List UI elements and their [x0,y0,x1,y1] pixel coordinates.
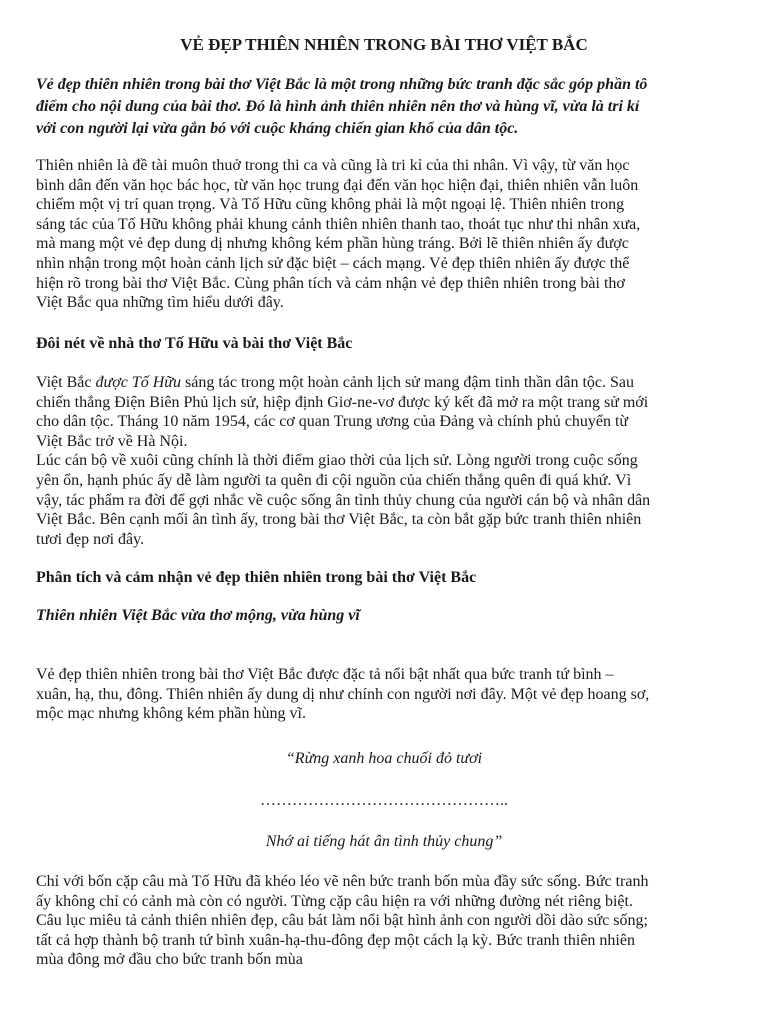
intro-line: bình dân đến văn học bác học, từ văn học trung đại đến văn học hiện đại, thiên nhiên vẫn luôn [36,176,639,194]
intro-line: Việt Bắc qua những tìm hiểu dưới đây. [36,294,284,312]
subsection-heading: Thiên nhiên Việt Bắc vừa thơ mộng, vừa hùng vĩ [36,607,360,624]
seasons-line: ấy không chỉ có cảnh mà còn có người. Từng cặp câu hiện ra với những đường nét riêng biệt. [36,892,633,910]
intro-line: mà mang một vẻ đẹp dung dị nhưng không kém phần hùng tráng. Bởi lẽ thiên nhiên ấy được [36,235,629,253]
nature-line: Vẻ đẹp thiên nhiên trong bài thơ Việt Bắc được đặc tả nổi bật nhất qua bức tranh tứ bình – [36,666,614,683]
seasons-paragraph [36,872,736,970]
section-heading-analysis: Phân tích và cảm nhận vẻ đẹp thiên nhiên trong bài thơ Việt Bắc [36,569,477,586]
text-run: sáng tác trong một hoàn cảnh lịch sử mang đậm tinh thần dân tộc. Sau [181,374,635,391]
seasons-line: tất cả hợp thành bộ tranh tứ bình xuân-hạ-thu-đông đẹp một cách lạ kỳ. Bức tranh thiên nhiên [36,931,635,949]
poem-line-1: “Rừng xanh hoa chuối đỏ tươi [285,750,483,767]
author-line: tươi đẹp nơi đây. [36,530,145,548]
intro-line: chiếm một vị trí quan trọng. Và Tố Hữu cũng không phải là một ngoại lệ. Thiên nhiên trong [36,196,625,214]
author-line: yên ổn, hạnh phúc ấy dễ làm người ta quên đi cội nguồn của chiến thắng quên đi quá khứ. Vì [36,471,632,489]
author-line: vậy, tác phẩm ra đời để gợi nhắc về cuộc sống ân tình thủy chung của người cán bộ và nhân dân [36,491,651,509]
italic-run: được Tố Hữu [95,374,182,391]
author-line: Việt Bắc trở về Hà Nội. [36,432,188,450]
intro-line: nhìn nhận trong một hoàn cảnh lịch sử đặc biệt – cách mạng. Vẻ đẹp thiên nhiên ấy được thể [36,254,630,272]
document-title: VẺ ĐẸP THIÊN NHIÊN TRONG BÀI THƠ VIỆT BẮC [180,35,588,54]
author-line-first [36,373,736,393]
author-line: Việt Bắc. Bên cạnh mối ân tình ấy, trong bài thơ Việt Bắc, ta còn bắt gặp bức tranh thiên nhiên [36,511,642,529]
lead-line: điểm cho nội dung của bài thơ. Đó là hình ảnh thiên nhiên nên thơ và hùng vĩ, vừa là tri kỉ [36,98,640,115]
intro-line: Thiên nhiên là đề tài muôn thuở trong thi ca và cũng là tri kỉ của thi nhân. Vì vậy, từ văn học [36,157,630,174]
author-paragraph [36,373,736,549]
seasons-line: Chỉ với bốn cặp câu mà Tố Hữu đã khéo léo vẽ nên bức tranh bốn mùa đầy sức sống. Bức tranh [36,873,649,890]
lead-paragraph [36,74,736,140]
nature-paragraph [36,665,736,724]
intro-line: hiện rõ trong bài thơ Việt Bắc. Cùng phân tích và cảm nhận vẻ đẹp thiên nhiên trong bài thơ [36,274,625,292]
section-heading-author: Đôi nét về nhà thơ Tố Hữu và bài thơ Việt Bắc [36,335,353,352]
lead-line: với con người lại vừa gắn bó với cuộc kháng chiến gian khổ của dân tộc. [36,120,519,137]
seasons-line: mùa đông mở đầu cho bức tranh bốn mùa [36,951,303,969]
author-line: cho dân tộc. Tháng 10 năm 1954, các cơ quan Trung ương của Đảng và chính phủ chuyển từ [36,413,629,431]
nature-line: xuân, hạ, thu, đông. Thiên nhiên ấy dung dị như chính con người nơi đây. Một vẻ đẹp hoang sơ, [36,685,650,703]
poem-line-2: Nhớ ai tiếng hát ân tình thủy chung” [265,833,503,850]
nature-line: mộc mạc nhưng không kém phần hùng vĩ. [36,705,306,723]
author-line: chiến thắng Điện Biên Phủ lịch sử, hiệp định Giơ-ne-vơ được ký kết đã mở ra một trang sử mới [36,393,649,411]
lead-line: Vẻ đẹp thiên nhiên trong bài thơ Việt Bắc là một trong những bức tranh đặc sắc góp phần tô [36,76,648,93]
poem-ellipsis: ……………………………………….. [260,792,508,809]
seasons-line: Câu lục miêu tả cảnh thiên nhiên đẹp, câu bát làm nổi bật hình ảnh con người dồi dào sức sống; [36,912,648,930]
intro-paragraph [36,156,736,313]
text-run: Việt Bắc [36,374,96,391]
author-line: Lúc cán bộ về xuôi cũng chính là thời điểm giao thời của lịch sử. Lòng người trong cuộc sống [36,452,638,470]
intro-line: sáng tác của Tố Hữu không phải khung cảnh thiên nhiên thanh tao, thoát tục như thi nhân xưa, [36,215,641,233]
